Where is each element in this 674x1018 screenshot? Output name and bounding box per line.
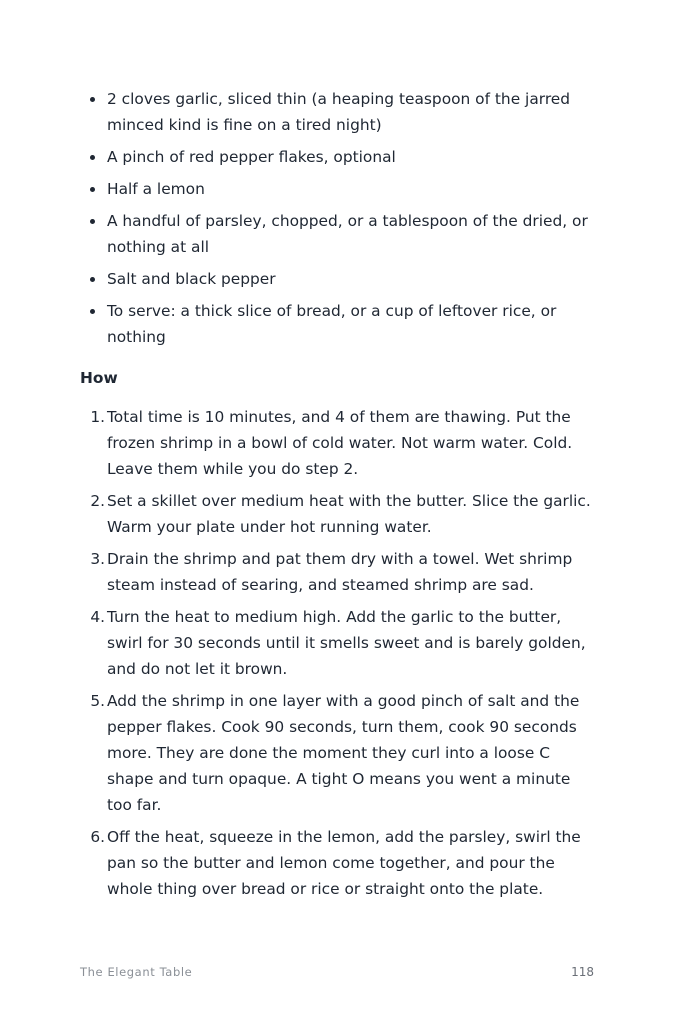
step-text: Turn the heat to medium high. Add the garlic to the butter, swirl for 30 seconds until it smells sweet and is barely golden, and do not let it brown.	[107, 608, 586, 678]
footer-book-title: The Elegant Table	[80, 965, 193, 979]
step-item	[90, 688, 598, 818]
step-text: Add the shrimp in one layer with a good pinch of salt and the pepper flakes. Cook 90 seconds, turn them, cook 90 seconds more. They are done the moment they curl into a loose C shape and turn opaque. A tight O means you went a minute too far.	[107, 692, 580, 814]
step-item	[90, 824, 598, 902]
ingredient-item: A handful of parsley, chopped, or a tablespoon of the dried, or nothing at all	[107, 208, 598, 260]
ingredient-item: A pinch of red pepper flakes, optional	[107, 144, 598, 170]
ingredients-list	[80, 86, 598, 356]
ingredient-item: 2 cloves garlic, sliced thin (a heaping teaspoon of the jarred minced kind is fine on a tired night)	[107, 86, 598, 138]
step-number: 2.	[90, 492, 105, 510]
step-item	[90, 604, 598, 682]
step-text: Drain the shrimp and pat them dry with a towel. Wet shrimp steam instead of searing, and steamed shrimp are sad.	[107, 550, 573, 594]
step-text: Off the heat, squeeze in the lemon, add the parsley, swirl the pan so the butter and lemon come together, and pour the whole thing over bread or rice or straight onto the plate.	[107, 828, 581, 898]
page-number: 118	[571, 965, 594, 979]
ingredient-item: Half a lemon	[107, 176, 598, 202]
step-number: 4.	[90, 608, 105, 626]
step-number: 3.	[90, 550, 105, 568]
step-text: Total time is 10 minutes, and 4 of them are thawing. Put the frozen shrimp in a bowl of cold water. Not warm water. Cold. Leave them while you do step 2.	[107, 408, 573, 478]
step-number: 6.	[90, 828, 105, 846]
step-text: Set a skillet over medium heat with the butter. Slice the garlic. Warm your plate under hot running water.	[107, 492, 591, 536]
how-heading: How	[80, 369, 118, 387]
ingredient-item: Salt and black pepper	[107, 266, 598, 292]
step-item	[90, 488, 598, 540]
step-item	[90, 546, 598, 598]
step-number: 5.	[90, 692, 105, 710]
step-item	[90, 404, 598, 482]
step-number: 1.	[90, 408, 105, 426]
ingredient-item: To serve: a thick slice of bread, or a cup of leftover rice, or nothing	[107, 298, 598, 350]
steps-list	[80, 404, 598, 908]
